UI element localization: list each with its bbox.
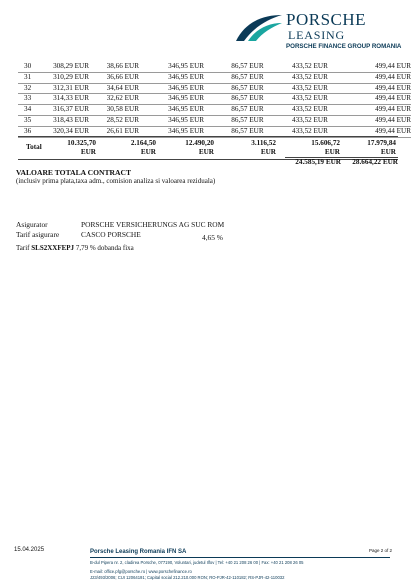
total-value-5: 15.606,72 <box>311 139 340 147</box>
total-value-4: 3.116,52 <box>251 139 276 147</box>
total-unit-5: EUR <box>324 148 340 156</box>
table-cell: 346,95 EUR <box>168 94 231 105</box>
porsche-leasing-swoosh-logo <box>234 11 284 45</box>
table-cell: 314,33 EUR <box>53 94 107 105</box>
table-cell: 346,95 EUR <box>168 105 231 116</box>
table-cell: 346,95 EUR <box>168 115 231 126</box>
total-unit-4: EUR <box>260 148 276 156</box>
table-cell: 499,44 EUR <box>351 115 411 126</box>
table-cell: 318,43 EUR <box>53 115 107 126</box>
footer-address: B-dul Pipera nr. 2, cladirea Porsche, 077190, Voluntari, judetul Ilfov | Tel: +40 21 208 26 00 | Fax: +40 21 208 26 05 <box>90 560 304 565</box>
table-cell: 86,57 EUR <box>231 115 292 126</box>
rate-text: 7,79 % dobanda fixa <box>75 244 134 252</box>
table-cell: 433,52 EUR <box>292 105 351 116</box>
table-row <box>18 94 411 105</box>
total-unit-1: EUR <box>80 148 96 156</box>
table-cell: 433,52 EUR <box>292 83 351 94</box>
table-cell: 26,61 EUR <box>107 126 168 137</box>
tariff-percentage: 4,65 % <box>202 233 223 242</box>
table-cell: 86,57 EUR <box>231 72 292 83</box>
installment-number: 31 <box>18 72 53 83</box>
table-cell: 86,57 EUR <box>231 83 292 94</box>
insurer-value: PORSCHE VERSICHERUNGS AG SUC ROM <box>81 220 225 229</box>
table-row <box>18 62 411 72</box>
contract-total-title: VALOARE TOTALA CONTRACT <box>16 168 132 177</box>
installment-table <box>18 62 411 138</box>
grand-total-2: 28.664,22 EUR <box>352 158 398 166</box>
table-row <box>18 83 411 94</box>
table-cell: 32,62 EUR <box>107 94 168 105</box>
table-cell: 310,29 EUR <box>53 72 107 83</box>
installment-number: 32 <box>18 83 53 94</box>
installment-number: 35 <box>18 115 53 126</box>
total-unit-6: EUR <box>380 148 396 156</box>
total-unit-2: EUR <box>140 148 156 156</box>
footer-contact: E-mail: office.pfg@porsche.ro | www.porschefinance.ro <box>90 569 192 574</box>
table-cell: 86,57 EUR <box>231 105 292 116</box>
table-cell: 34,64 EUR <box>107 83 168 94</box>
brand-name: PORSCHE <box>286 10 367 29</box>
table-cell: 28,52 EUR <box>107 115 168 126</box>
totals-label: Total <box>26 143 42 151</box>
table-row <box>18 105 411 116</box>
insurer-label: Asigurator <box>16 220 48 229</box>
table-cell: 499,44 EUR <box>351 94 411 105</box>
table-cell: 38,66 EUR <box>107 62 168 72</box>
footer-company: Porsche Leasing Romania IFN SA <box>90 549 187 555</box>
installment-number: 30 <box>18 62 53 72</box>
table-cell: 433,52 EUR <box>292 126 351 137</box>
brand-group: PORSCHE FINANCE GROUP ROMANIA <box>286 43 402 50</box>
table-cell: 346,95 EUR <box>168 62 231 72</box>
table-cell: 433,52 EUR <box>292 115 351 126</box>
total-value-3: 12.490,20 <box>185 139 214 147</box>
table-cell: 499,44 EUR <box>351 105 411 116</box>
table-cell: 346,95 EUR <box>168 126 231 137</box>
table-cell: 36,66 EUR <box>107 72 168 83</box>
table-cell: 499,44 EUR <box>351 62 411 72</box>
total-value-6: 17.979,84 <box>367 139 396 147</box>
table-cell: 86,57 EUR <box>231 94 292 105</box>
table-cell: 433,52 EUR <box>292 62 351 72</box>
installment-number: 36 <box>18 126 53 137</box>
document-date: 15.04.2025 <box>14 547 45 553</box>
installment-number: 34 <box>18 105 53 116</box>
table-row <box>18 72 411 83</box>
table-cell: 320,34 EUR <box>53 126 107 137</box>
rate-code: SLS2XXFEPJ <box>31 244 75 252</box>
rate-prefix: Tarif <box>16 244 30 252</box>
tariff-label: Tarif asigurare <box>16 230 60 239</box>
table-cell: 433,52 EUR <box>292 72 351 83</box>
table-cell: 346,95 EUR <box>168 72 231 83</box>
total-value-2: 2.164,50 <box>130 139 156 147</box>
tariff-value: CASCO PORSCHE <box>81 230 141 239</box>
table-cell: 308,29 EUR <box>53 62 107 72</box>
footer-divider <box>90 557 390 558</box>
table-cell: 30,58 EUR <box>107 105 168 116</box>
table-cell: 86,57 EUR <box>231 62 292 72</box>
table-cell: 312,31 EUR <box>53 83 107 94</box>
table-cell: 499,44 EUR <box>351 83 411 94</box>
table-cell: 433,52 EUR <box>292 94 351 105</box>
table-cell: 316,37 EUR <box>53 105 107 116</box>
page-number: Page 2 of 2 <box>369 548 393 553</box>
interest-rate-line <box>16 244 134 252</box>
table-cell: 499,44 EUR <box>351 72 411 83</box>
table-cell: 86,57 EUR <box>231 126 292 137</box>
total-unit-3: EUR <box>198 148 214 156</box>
grand-total-1: 24.585,19 EUR <box>295 158 341 166</box>
table-row <box>18 115 411 126</box>
contract-total-note: (inclusiv prima plata,taxa adm., comision analiza si valoarea reziduala) <box>16 177 216 185</box>
table-cell: 499,44 EUR <box>351 126 411 137</box>
brand-subtitle: LEASING <box>288 28 345 42</box>
total-value-1: 10.325,70 <box>67 139 96 147</box>
table-cell: 346,95 EUR <box>168 83 231 94</box>
porsche-leasing-logo <box>234 9 404 53</box>
installment-number: 33 <box>18 94 53 105</box>
footer-registry: J23/493/2006; CUI 12064191; Capital social 212.210.000 RON; RO-PJR-42-110182; RS-PJR-42-110032 <box>90 575 285 580</box>
